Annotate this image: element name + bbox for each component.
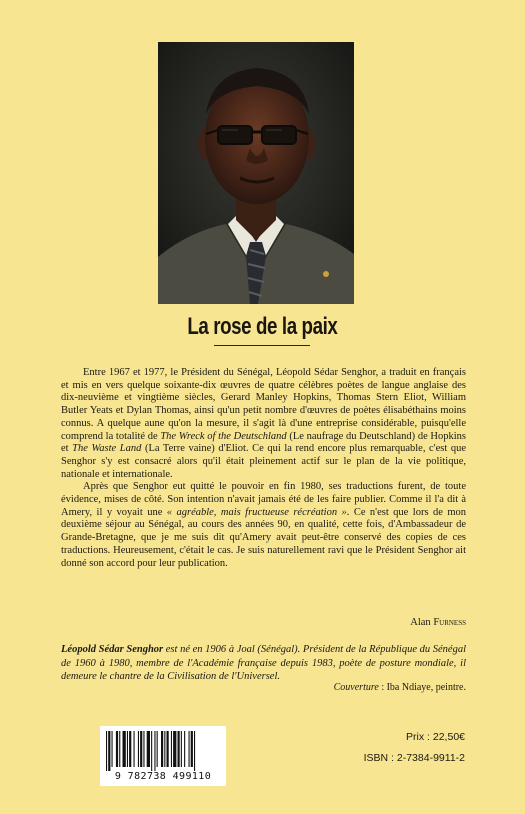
barcode-bar [129,731,131,767]
barcode-bar [154,731,155,771]
barcode-bar [194,731,195,771]
barcode-bar [181,731,182,767]
barcode-bar [119,731,120,767]
barcode-bar [173,731,176,767]
book-title: La rose de la paix [187,313,338,340]
cover-credit [334,682,466,693]
barcode-bar [108,731,110,771]
portrait-image [158,42,354,304]
barcode-bar [151,731,152,771]
blurb-text: . Ce n'est que lors de mon deuxième séjour au Sénégal, au cours des années 90, en qualité, cette fois, d'Ambassadeur de Grande-Bretagne, que je me suis dit qu'Amery avait peut-être conservé des copies de ces traductions. Heureusement, c'était le cas. Je suis naturellement ravi que le Président Senghor ait donné son accord pour leur publication. [61,506,466,569]
barcode-bar [184,731,185,767]
blurb-paragraph-2 [61,481,466,570]
barcode-bar [123,731,126,767]
barcode-bar [167,731,169,767]
signature-first-name: Alan [410,617,434,628]
signature [410,617,466,628]
barcode-bar [106,731,107,771]
blurb-title-italic: The Waste Land [72,443,142,455]
blurb-paragraph-1 [61,367,466,481]
blurb-title-italic: The Wreck of the Deutschland [160,430,287,442]
barcode-bars [106,731,220,771]
barcode-bar [140,731,142,767]
barcode-bar [127,731,128,767]
blurb-text: (Le naufrage du Deutschland) de Hopkins et [61,430,466,455]
barcode-bar [171,731,172,767]
barcode-bar [157,731,158,767]
author-bio-text: est né en 1906 à Joal (Sénégal). Président de la République du Sénégal de 1960 à 1980, membre de l'Académie française depuis 1983, poète de posture mondiale, il demeure le chantre de la Civilisation de l'Universel. [61,644,466,682]
blurb-text: Après que Senghor eut quitté le pouvoir en fin 1980, ses traductions furent, de toute évidence, mises de côté. Son intention n'avait jamais été de les faire publier. Comme il l'a dit à Amery, il y voyait une [61,481,466,518]
blurb [61,367,466,570]
blurb-text: (La Terre vaine) d'Eliot. Ce qui la rend encore plus remarquable, c'est que Senghor s'y est consacré alors qu'il était pleinement actif sur le plan de la vie politique, nationale et internationale. [61,443,467,480]
author-bio [61,643,466,684]
barcode-digits: 9 782738 499110 [114,771,212,782]
barcode-bar [164,731,165,767]
author-name: Léopold Sédar Senghor [61,644,164,655]
barcode-bar [189,731,190,767]
barcode-bar [147,731,150,767]
barcode [100,726,226,786]
isbn: ISBN : 2-7384-9911-2 [363,752,465,764]
blurb-text: Entre 1967 et 1977, le Président du Sénégal, Léopold Sédar Senghor, a traduit en français et mis en vers quelque soixante-dix œuvres de quatre célèbres poètes de langue anglaise des dix-neuvième et vingtième siècles, Gerard Manley Hopkins, Thomas Stern Eliot, William Butler Yeats et Dylan Thomas, ainsi qu'un petit nombre d'œuvres de poètes élisabéthains moins connus. A quelque aune qu'on la mesure, il s'agit là d'une entreprise considérable, puisqu'elle comprend la totalité de [61,367,466,442]
blurb-quote-italic: « agréable, mais fructueuse récréation » [166,506,347,518]
cover-credit-text: : Iba Ndiaye, peintre. [378,682,466,693]
price: Prix : 22,50€ [406,731,465,743]
barcode-bar [178,731,180,767]
signature-last-name: Furness [433,617,466,628]
barcode-bar [161,731,163,767]
barcode-bar [134,731,135,767]
barcode-bar [112,731,113,767]
barcode-bar [143,731,144,767]
barcode-bar [116,731,118,767]
author-portrait [158,42,354,304]
cover-credit-label: Couverture [333,682,379,693]
barcode-bar [191,731,193,767]
barcode-bar [138,731,139,767]
title-underline [214,345,310,346]
